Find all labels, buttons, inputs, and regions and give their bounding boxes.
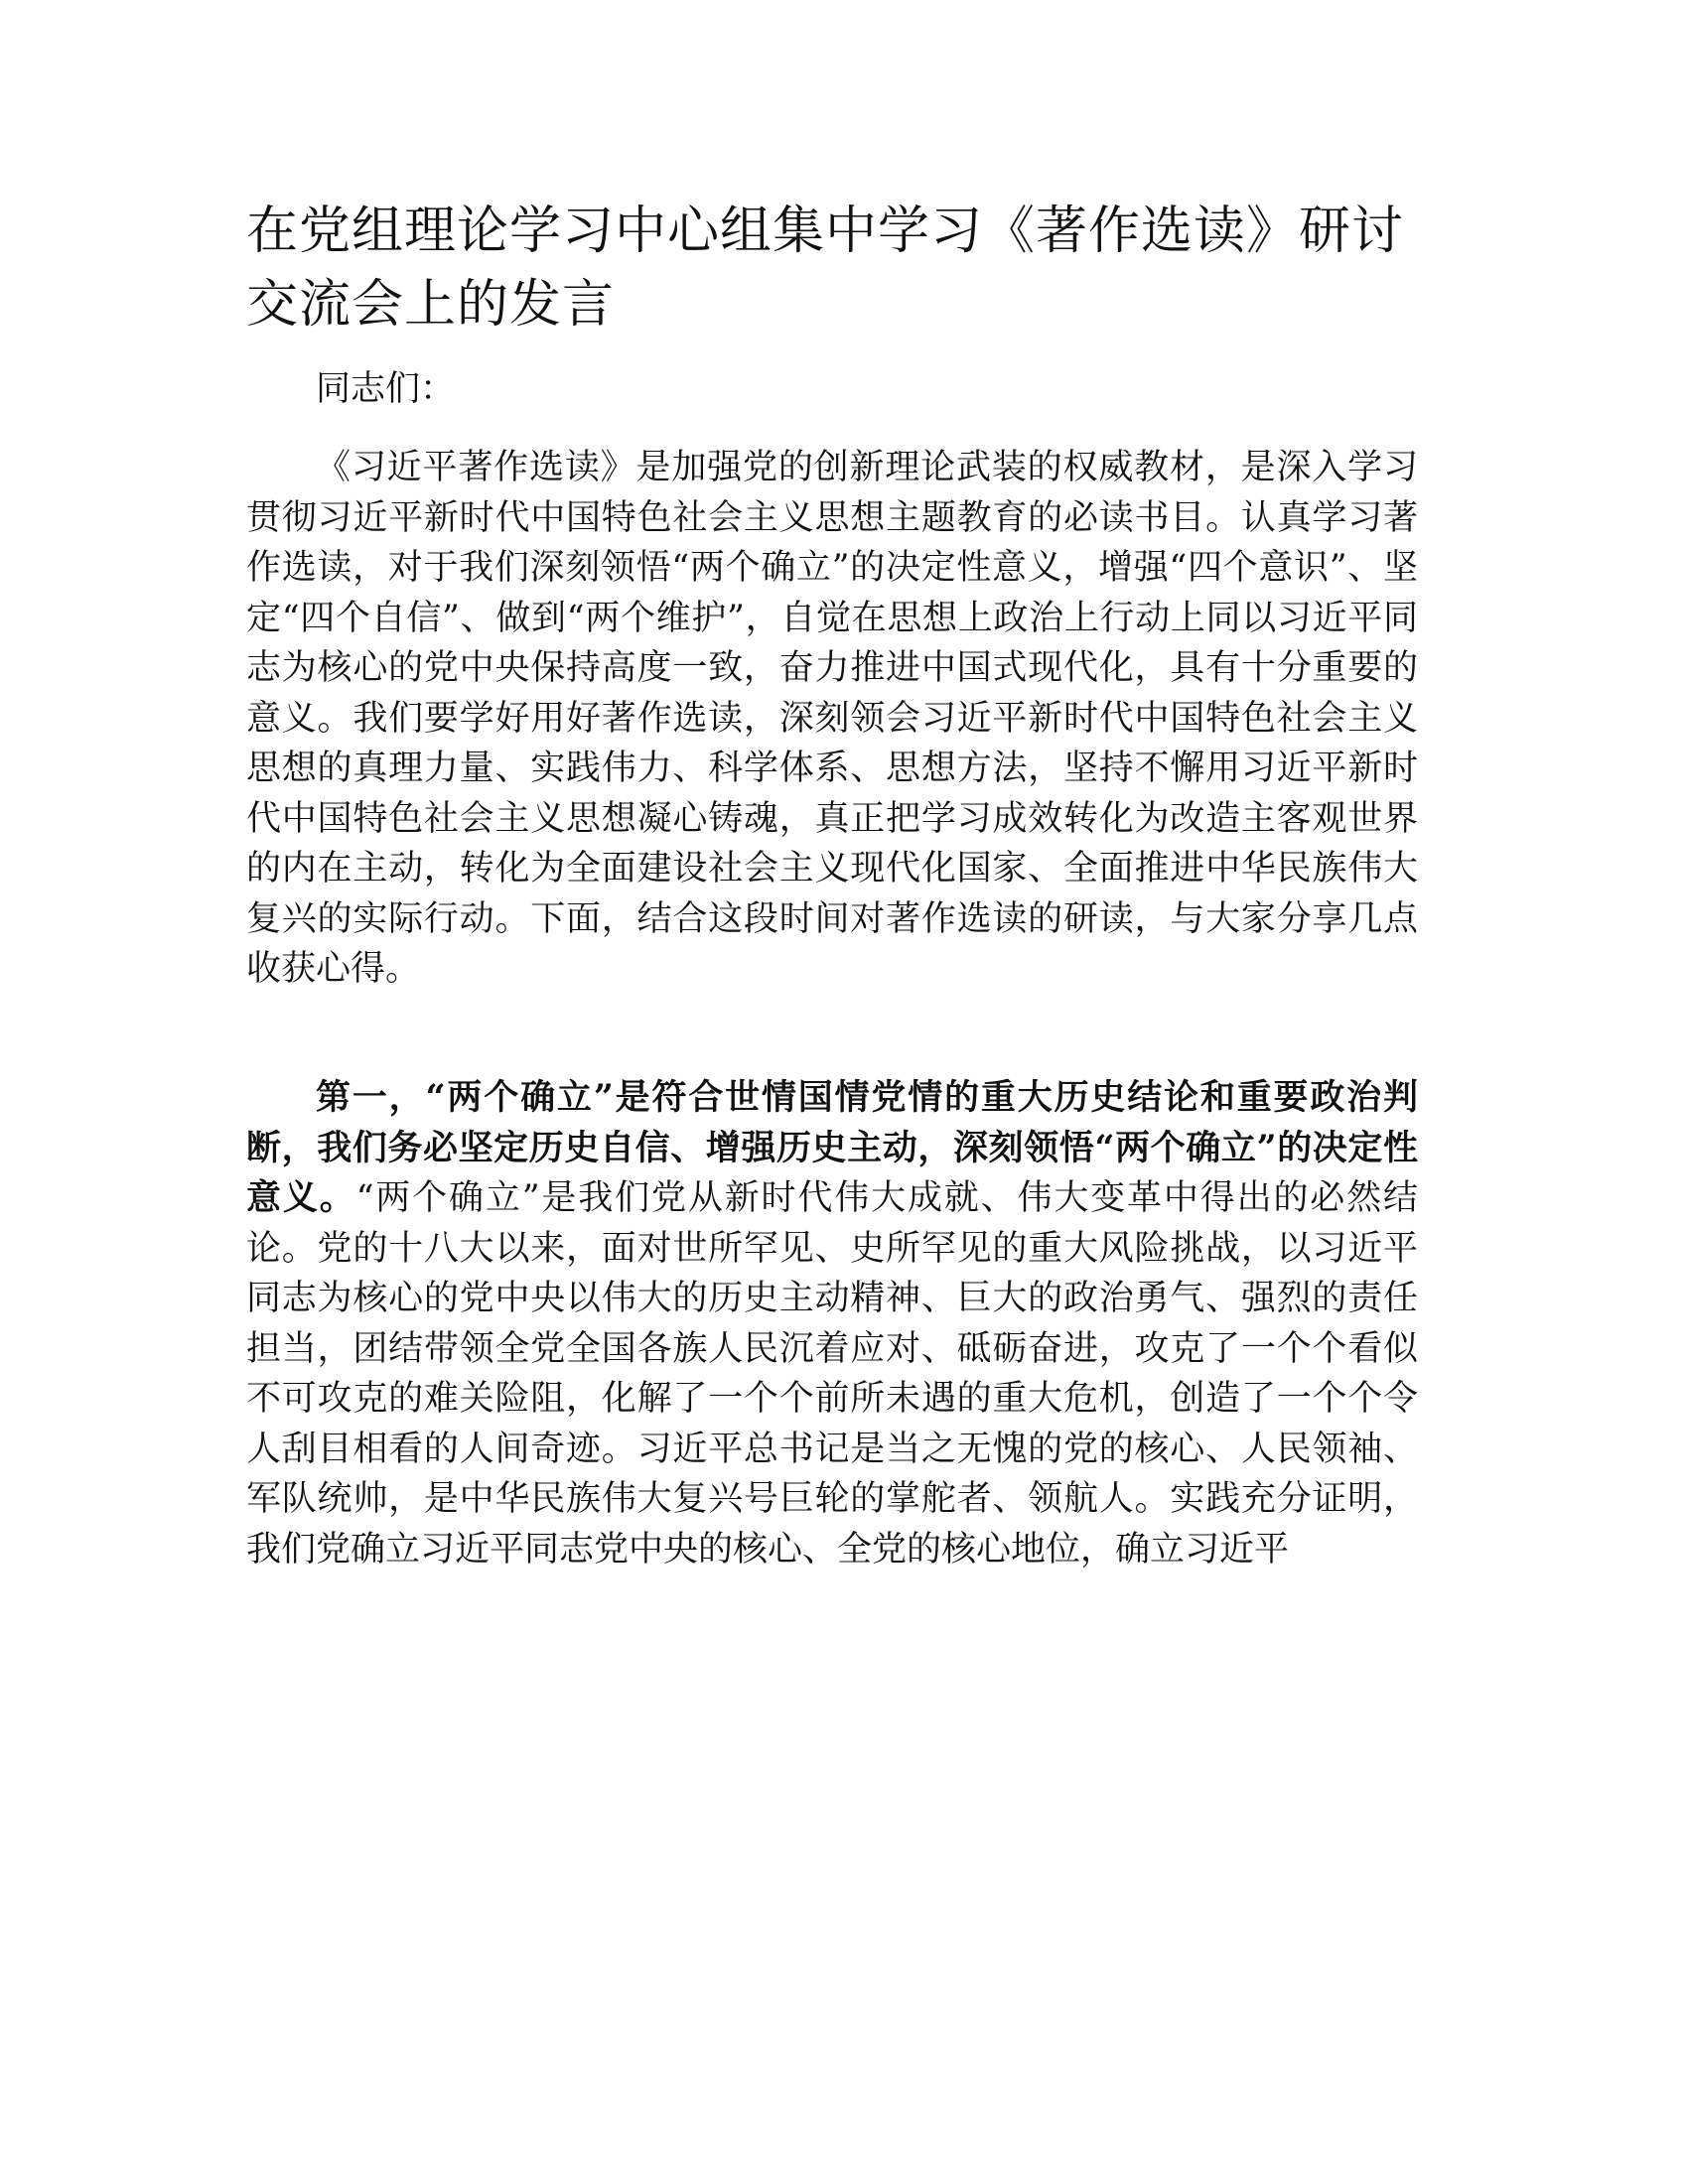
- paragraph-first-point-lead: 第一，“两个确立”是符合世情国情党情的重大历史结论和重要政治判断，我们务必坚定历史自信、增强历史主动，深刻领悟“两个确立”的决定性意义。: [246, 1077, 1418, 1218]
- paragraph-first-point: [246, 1073, 1418, 1574]
- salutation: 同志们：: [316, 369, 456, 409]
- document-title: 在党组理论学习中心组集中学习《著作选读》研讨交流会上的发言: [246, 202, 1405, 335]
- paragraph-first-point-body: “两个确立”是我们党从新时代伟大成就、伟大变革中得出的必然结论。党的十八大以来，面对世所罕见、史所罕见的重大风险挑战，以习近平同志为核心的党中央以伟大的历史主动精神、巨大的政治勇气、强烈的责任担当，团结带领全党全国各族人民沉着应对、砥砺奋进，攻克了一个个看似不可攻克的难关险阻，化解了一个个前所未遇的重大危机，创造了一个个令人刮目相看的人间奇迹。习近平总书记是当之无愧的党的核心、人民领袖、军队统帅，是中华民族伟大复兴号巨轮的掌舵者、领航人。实践充分证明，我们党确立习近平同志党中央的核心、全党的核心地位，确立习近平: [246, 1178, 1418, 1570]
- paragraph-intro: 《习近平著作选读》是加强党的创新理论武装的权威教材，是深入学习贯彻习近平新时代中国特色社会主义思想主题教育的必读书目。认真学习著作选读，对于我们深刻领悟“两个确立”的决定性意义，增强“四个意识”、坚定“四个自信”、做到“两个维护”，自觉在思想上政治上行动上同以习近平同志为核心的党中央保持高度一致，奋力推进中国式现代化，具有十分重要的意义。我们要学好用好著作选读，深刻领会习近平新时代中国特色社会主义思想的真理力量、实践伟力、科学体系、思想方法，坚持不懈用习近平新时代中国特色社会主义思想凝心铸魂，真正把学习成效转化为改造主客观世界的内在主动，转化为全面建设社会主义现代化国家、全面推进中华民族伟大复兴的实际行动。下面，结合这段时间对著作选读的研读，与大家分享几点收获心得。: [246, 448, 1418, 989]
